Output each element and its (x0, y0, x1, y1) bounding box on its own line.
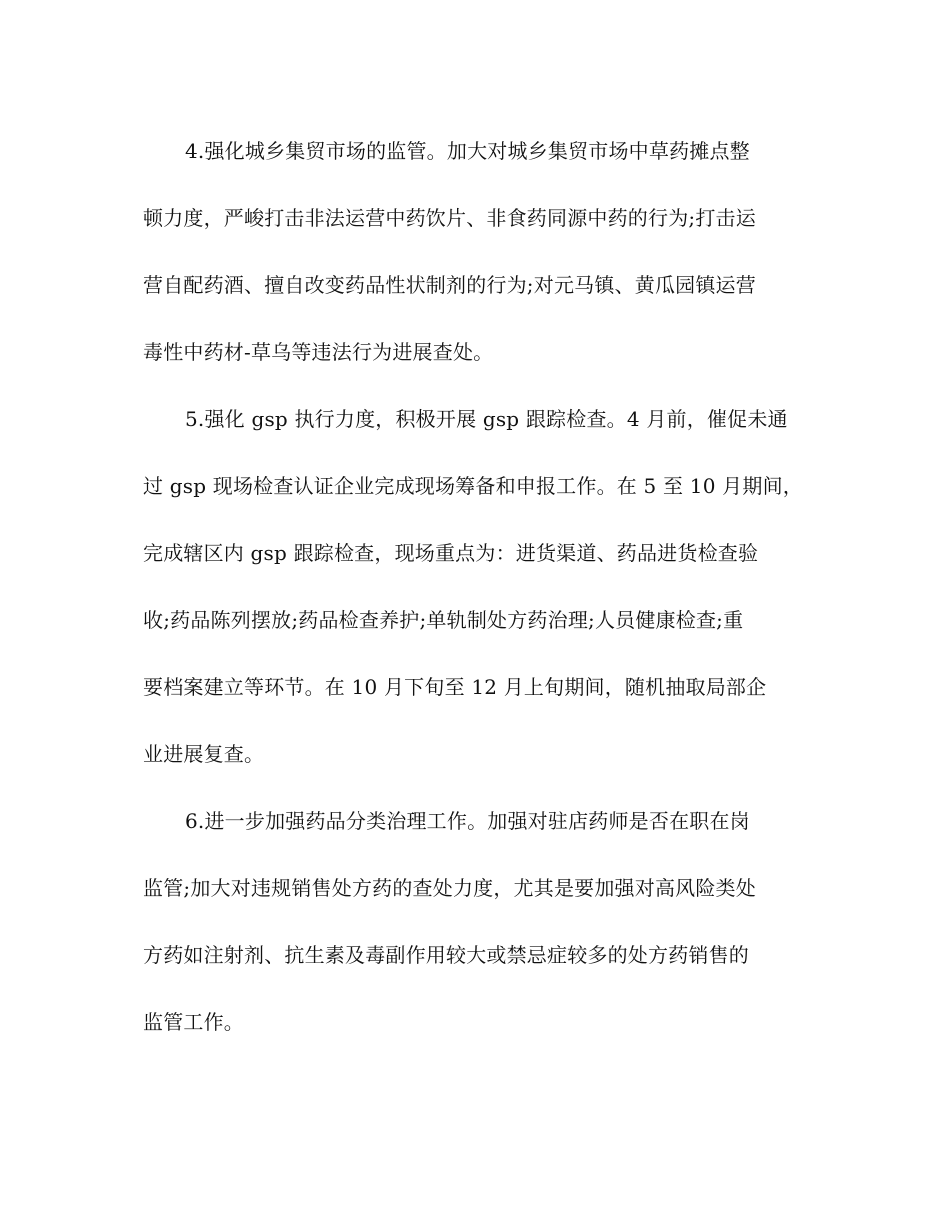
paragraph-line: 6.进一步加强药品分类治理工作。加强对驻店药师是否在职在岗 (185, 809, 750, 833)
paragraph-line: 收;药品陈列摆放;药品检查养护;单轨制处方药治理;人员健康检查;重 (143, 608, 744, 632)
paragraph-item-5 (143, 386, 811, 788)
paragraph-line: 5.强化 gsp 执行力度，积极开展 gsp 跟踪检查。4 月前，催促未通 (185, 407, 788, 431)
paragraph-item-4 (143, 118, 811, 386)
paragraph-line: 监管工作。 (143, 1010, 244, 1034)
paragraph-line: 完成辖区内 gsp 跟踪检查，现场重点为：进货渠道、药品进货检查验 (143, 541, 759, 565)
paragraph-line: 过 gsp 现场检查认证企业完成现场筹备和申报工作。在 5 至 10 月期间， (143, 474, 803, 498)
paragraph-line: 顿力度，严峻打击非法运营中药饮片、非食药同源中药的行为;打击运 (143, 206, 756, 230)
paragraph-line: 营自配药酒、擅自改变药品性状制剂的行为;对元马镇、黄瓜园镇运营 (143, 273, 756, 297)
paragraph-line: 要档案建立等环节。在 10 月下旬至 12 月上旬期间，随机抽取局部企 (143, 675, 767, 699)
document-body (143, 118, 811, 1056)
paragraph-line: 4.强化城乡集贸市场的监管。加大对城乡集贸市场中草药摊点整 (185, 139, 750, 163)
paragraph-line: 毒性中药材-草乌等违法行为进展查处。 (143, 340, 494, 364)
paragraph-line: 方药如注射剂、抗生素及毒副作用较大或禁忌症较多的处方药销售的 (143, 943, 749, 967)
paragraph-line: 监管;加大对违规销售处方药的查处力度，尤其是要加强对高风险类处 (143, 876, 756, 900)
paragraph-item-6 (143, 788, 811, 1056)
paragraph-line: 业进展复查。 (143, 742, 265, 766)
